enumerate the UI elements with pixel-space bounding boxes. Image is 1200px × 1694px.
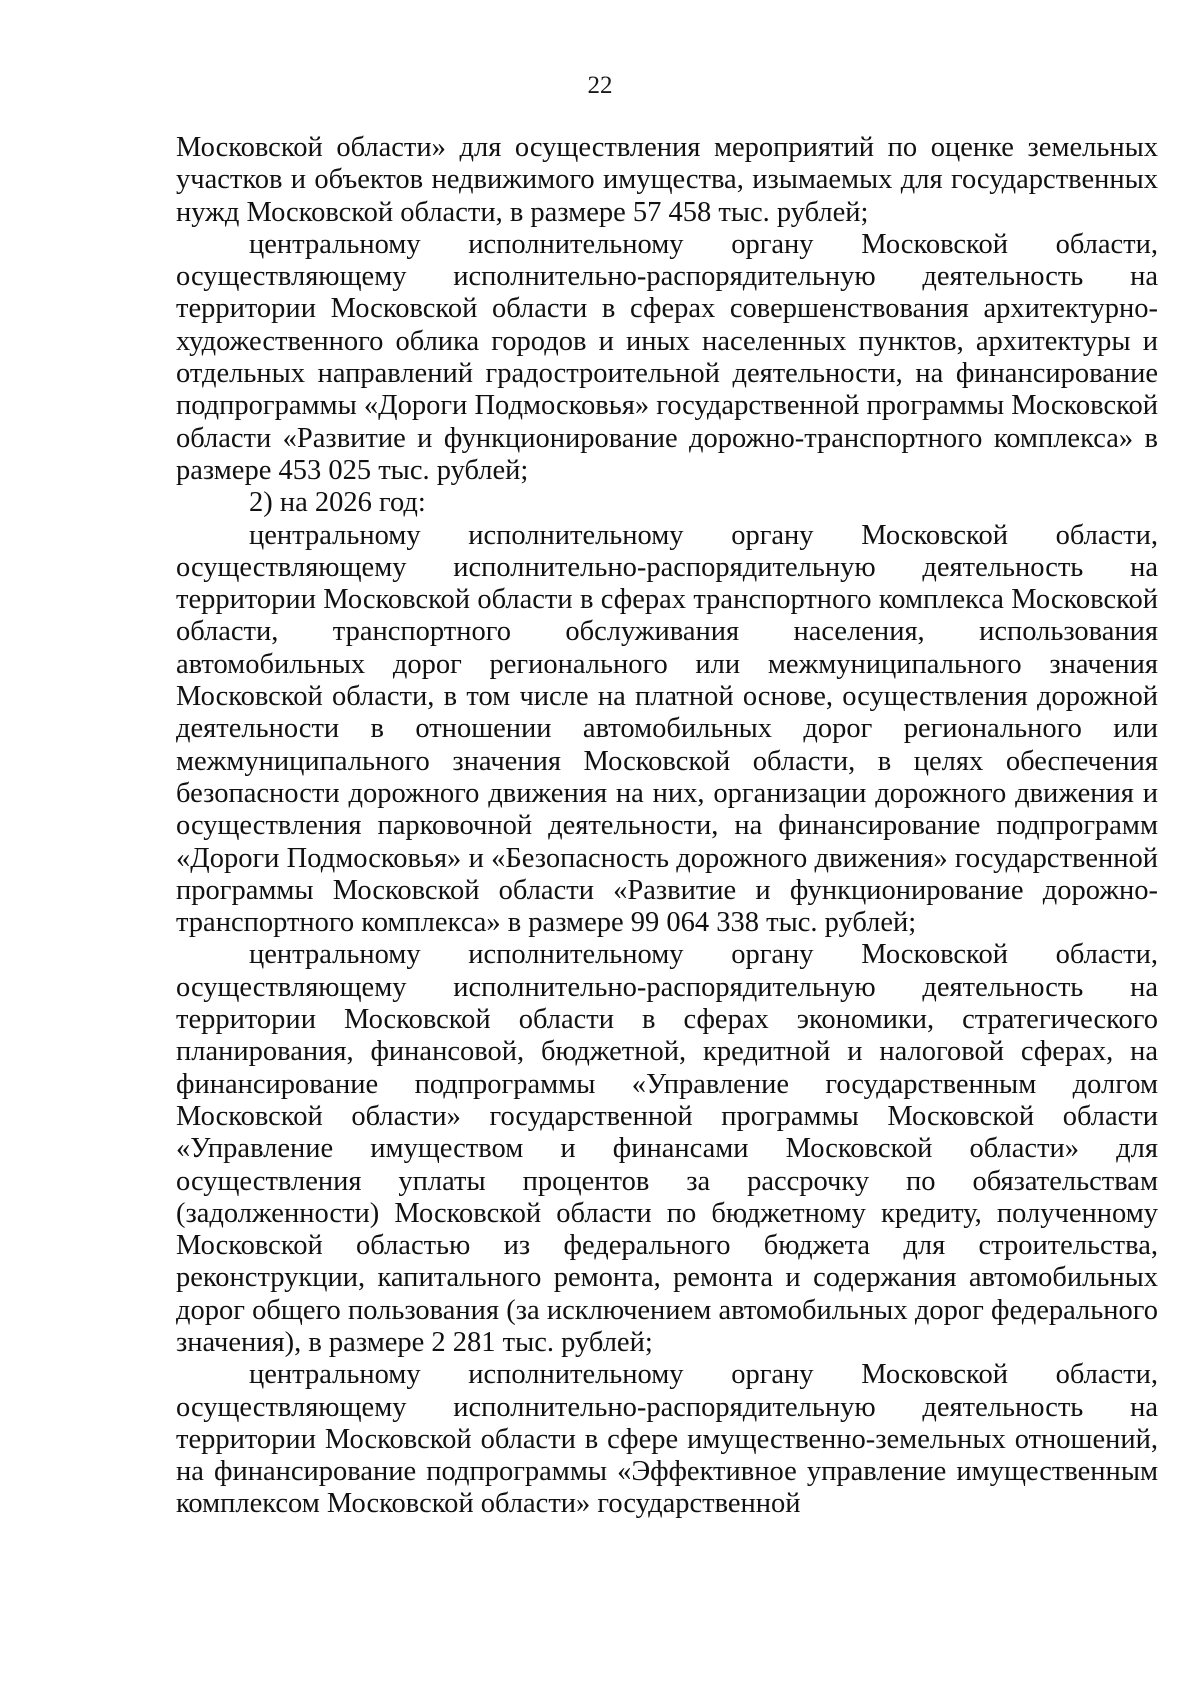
paragraph-transport-allocation: центральному исполнительному органу Московской области, осуществляющему исполнительно-распорядительную деятельность на территории Московской области в сферах транспортного комплекса Московской области, транспортного обслуживания населения, использования автомобильных дорог регионального или межмуниципального значения Московской области, в том числе на платной основе, осуществления дорожной деятельности в отношении автомобильных дорог регионального или межмуниципального значения Московской области, в целях обеспечения безопасности дорожного движения на них, организации дорожного движения и осуществления парковочной деятельности, на финансирование подпрограмм «Дороги Подмосковья» и «Безопасность дорожного движения» государственной программы Московской области «Развитие и функционирование дорожно-транспортного комплекса» в размере 99 064 338 тыс. рублей;: [176, 519, 1158, 939]
paragraph-architecture-allocation: центральному исполнительному органу Московской области, осуществляющему исполнительно-распорядительную деятельность на территории Московской области в сферах совершенствования архитектурно-художественного облика городов и иных населенных пунктов, архитектуры и отдельных направлений градостроительной деятельности, на финансирование подпрограммы «Дороги Подмосковья» государственной программы Московской области «Развитие и функционирование дорожно-транспортного комплекса» в размере 453 025 тыс. рублей;: [176, 228, 1158, 486]
paragraph-continuation: Московской области» для осуществления мероприятий по оценке земельных участков и объектов недвижимого имущества, изымаемых для государственных нужд Московской области, в размере 57 458 тыс. рублей;: [176, 132, 1158, 228]
paragraph-economy-allocation: центральному исполнительному органу Московской области, осуществляющему исполнительно-распорядительную деятельность на территории Московской области в сферах экономики, стратегического планирования, финансовой, бюджетной, кредитной и налоговой сферах, на финансирование подпрограммы «Управление государственным долгом Московской области» государственной программы Московской области «Управление имуществом и финансами Московской области» для осуществления уплаты процентов за рассрочку по обязательствам (задолженности) Московской области по бюджетному кредиту, полученному Московской областью из федерального бюджета для строительства, реконструкции, капитального ремонта, ремонта и содержания автомобильных дорог общего пользования (за исключением автомобильных дорог федерального значения), в размере 2 281 тыс. рублей;: [176, 939, 1158, 1358]
paragraph-year-2026-heading: 2) на 2026 год:: [249, 487, 426, 519]
body-text: [176, 132, 1158, 1521]
paragraph-property-allocation: центральному исполнительному органу Московской области, осуществляющему исполнительно-распорядительную деятельность на территории Московской области в сфере имущественно-земельных отношений, на финансирование подпрограммы «Эффективное управление имущественным комплексом Московской области» государственной: [176, 1359, 1158, 1520]
page-number: 22: [587, 72, 613, 99]
